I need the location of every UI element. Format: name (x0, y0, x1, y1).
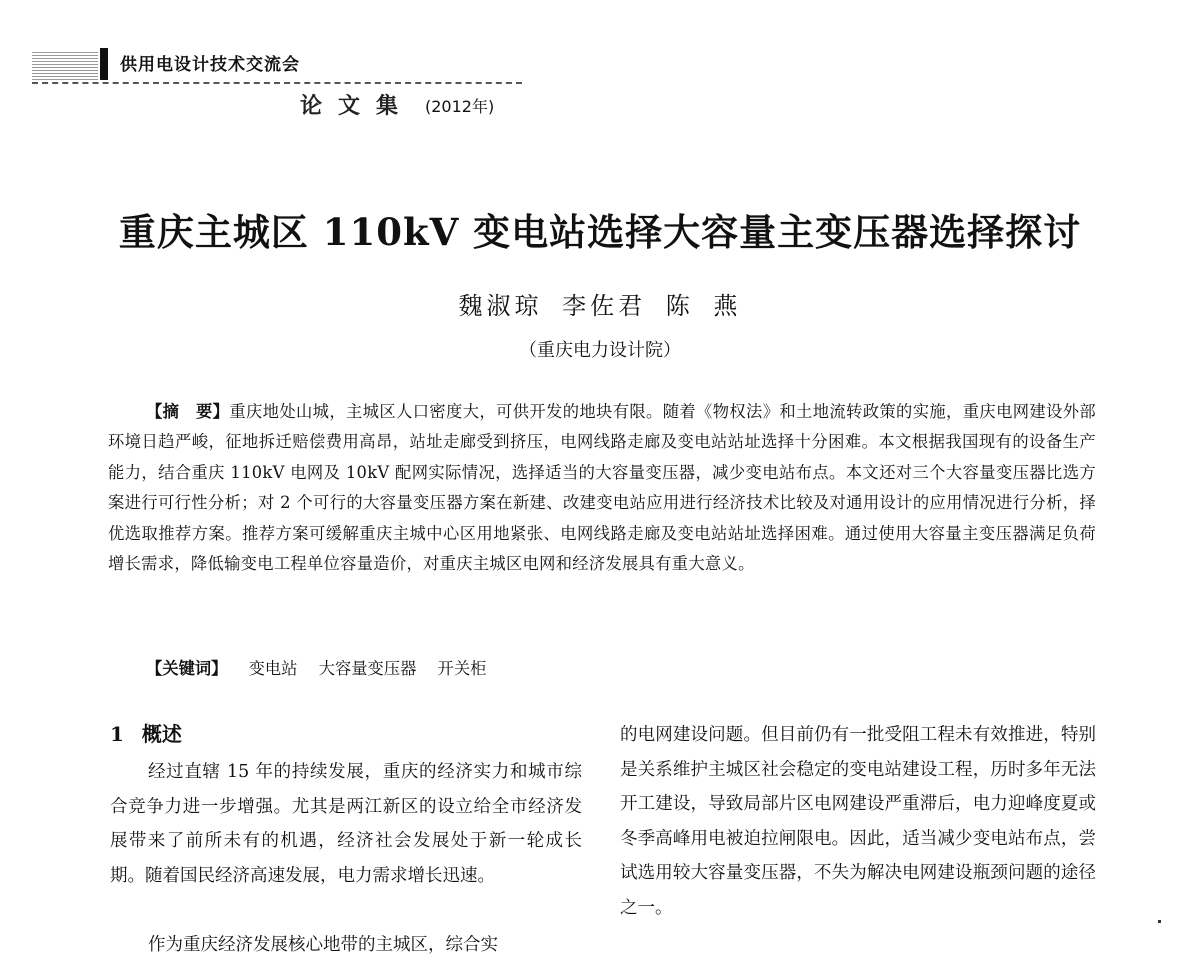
header-series-title: 供用电设计技术交流会 (120, 55, 300, 75)
paper-affiliation: （重庆电力设计院） (519, 340, 681, 361)
section-title: 概述 (141, 722, 182, 746)
header-year: (2012年) (425, 97, 495, 116)
paper-authors: 魏淑琼 李佐君 陈 燕 (458, 292, 742, 320)
scan-speck (1158, 920, 1161, 923)
keywords-label: 【关键词】 (146, 659, 228, 678)
paper-title: 重庆主城区 110kV 变电站选择大容量主变压器选择探讨 (118, 210, 1082, 254)
left-column-continuation: 作为重庆经济发展核心地带的主城区，综合实 (148, 935, 498, 955)
keywords (146, 655, 486, 679)
abstract (108, 397, 1096, 579)
section-heading (110, 718, 182, 747)
header-decoration-stripes (32, 50, 98, 80)
keyword-item: 变电站 (248, 659, 298, 678)
abstract-label: 【摘 要】 (146, 402, 230, 421)
keyword-item: 开关柜 (437, 659, 487, 678)
header-collection-label: 论文集 (300, 93, 415, 119)
section-number: 1 (110, 722, 124, 746)
right-column-paragraph: 的电网建设问题。但目前仍有一批受阻工程未有效推进，特别是关系维护主城区社会稳定的变电站建设工程，历时多年无法开工建设，导致局部片区电网建设严重滞后，电力迎峰度夏或冬季高峰用电被迫拉闸限电。因此，适当减少变电站布点，尝试选用较大容量变压器，不失为解决电网建设瓶颈问题的途径之一。 (620, 725, 1096, 918)
abstract-text: 重庆地处山城，主城区人口密度大，可供开发的地块有限。随着《物权法》和土地流转政策的实施，重庆电网建设外部环境日趋严峻，征地拆迁赔偿费用高昂，站址走廊受到挤压，电网线路走廊及变电站站址选择十分困难。本文根据我国现有的设备生产能力，结合重庆 110kV 电网及 10kV 配网实际情况，选择适当的大容量变压器，减少变电站布点。本文还对三个大容量变压器比选方案进行可行性分析；对 2 个可行的大容量变压器方案在新建、改建变电站应用进行经济技术比较及对通用设计的应用情况进行分析，择优选取推荐方案。推荐方案可缓解重庆主城中心区用地紧张、电网线路走廊及变电站站址选择困难。通过使用大容量主变压器满足负荷增长需求，降低输变电工程单位容量造价，对重庆主城区电网和经济发展具有重大意义。 (108, 402, 1096, 574)
header-dashed-rule (32, 82, 522, 84)
keyword-item: 大容量变压器 (318, 659, 417, 678)
header-black-bar (100, 48, 108, 80)
left-column-paragraph: 经过直辖 15 年的持续发展，重庆的经济实力和城市综合竞争力进一步增强。尤其是两江新区的设立给全市经济发展带来了前所未有的机遇，经济社会发展处于新一轮成长期。随着国民经济高速发展，电力需求增长迅速。 (110, 762, 582, 886)
